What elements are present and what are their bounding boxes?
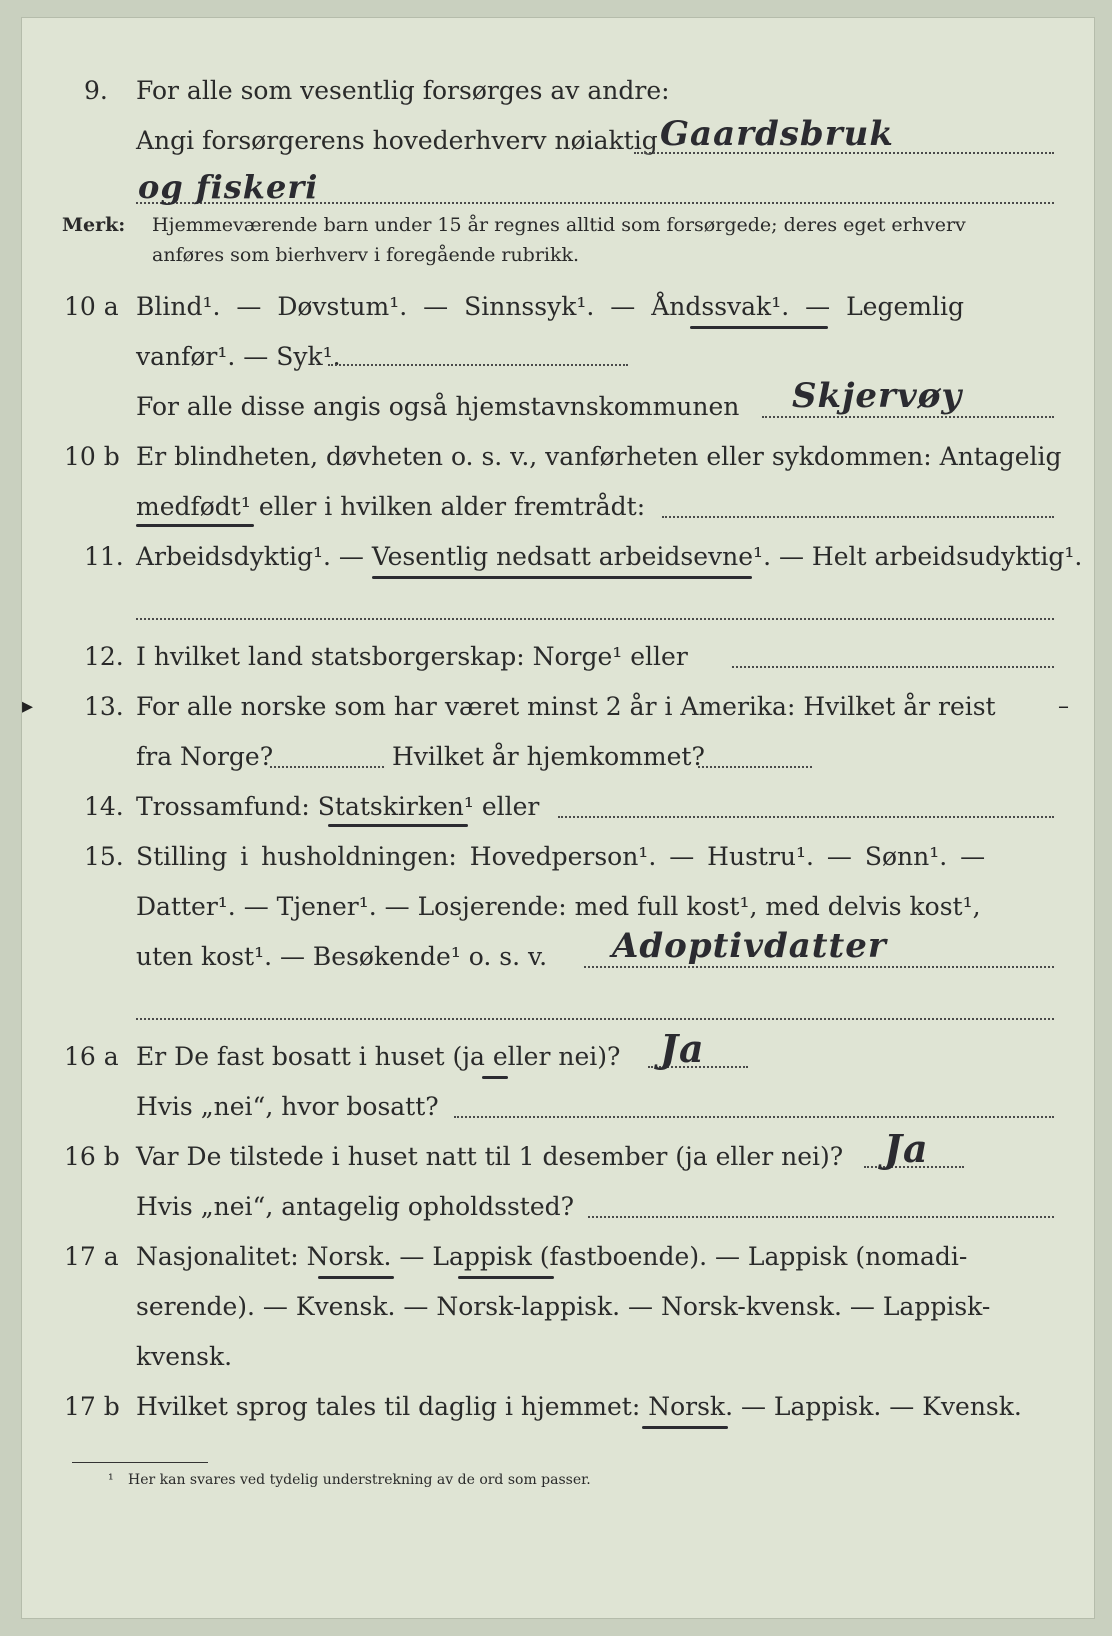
q16b-handwritten-answer: Ja	[884, 1126, 929, 1171]
q15-handwritten-answer: Adoptivdatter	[612, 926, 887, 966]
q10b-underline-medfodt	[136, 524, 254, 527]
q10a-handwritten-answer: Skjervøy	[792, 376, 963, 416]
q17b-underline-norsk	[642, 1426, 728, 1429]
q15-number: 15.	[84, 842, 124, 871]
q17a-text-3: kvensk.	[136, 1342, 233, 1371]
q16a-underline-ja	[482, 1076, 508, 1079]
q16b-text-1: Var De tilstede i huset natt til 1 desember (ja eller nei)?	[136, 1142, 844, 1171]
q9-handwritten-answer-2: og fiskeri	[138, 168, 319, 206]
q13-text-2b: Hvilket år hjemkommet?	[392, 742, 705, 771]
q16a-answer-line-2	[454, 1116, 1054, 1118]
q11-underline-nedsatt	[372, 576, 752, 579]
q10b-number: 10 b	[64, 442, 120, 471]
q15-text-1: Stilling i husholdningen: Hovedperson¹. — Hustru¹. — Sønn¹. —	[136, 842, 986, 871]
q16a-text-1: Er De fast bosatt i huset (ja eller nei)?	[136, 1042, 621, 1071]
q13-answer-line-2	[698, 766, 812, 768]
q10b-answer-line	[662, 516, 1054, 518]
q16a-text-2: Hvis „nei“, hvor bosatt?	[136, 1092, 439, 1121]
q11-number: 11.	[84, 542, 124, 571]
footnote-rule	[72, 1462, 208, 1463]
q17a-underline-norsk	[318, 1276, 394, 1279]
q13-number: 13.	[84, 692, 124, 721]
q9-handwritten-answer-1: Gaardsbruk	[660, 114, 894, 154]
q14-number: 14.	[84, 792, 124, 821]
q16b-text-2: Hvis „nei“, antagelig opholdssted?	[136, 1192, 575, 1221]
q15-answer-line-2	[136, 1018, 1054, 1020]
q17b-text-1: Hvilket sprog tales til daglig i hjemmet: Norsk. — Lappisk. — Kvensk.	[136, 1392, 1022, 1421]
q10b-text-1: Er blindheten, døvheten o. s. v., vanførheten eller sykdommen: Antagelig	[136, 442, 1062, 471]
q17a-text-2: serende). — Kvensk. — Norsk-lappisk. — Norsk-kvensk. — Lappisk-	[136, 1292, 991, 1321]
q17a-underline-lappisk	[458, 1276, 554, 1279]
q10a-answer-line-2	[762, 416, 1054, 418]
q17a-text-1: Nasjonalitet: Norsk. — Lappisk (fastboende). — Lappisk (nomadi-	[136, 1242, 968, 1271]
q15-text-3: uten kost¹. — Besøkende¹ o. s. v.	[136, 942, 548, 971]
q13-text-1: For alle norske som har været minst 2 år i Amerika: Hvilket år reist	[136, 692, 996, 721]
q10a-underline-andssvak	[690, 326, 828, 329]
q12-text-1: I hvilket land statsborgerskap: Norge¹ eller	[136, 642, 688, 671]
q13-answer-line-1	[270, 766, 384, 768]
q14-underline-statskirken	[328, 824, 468, 827]
margin-dash-icon: –	[1058, 694, 1069, 719]
q10b-text-2: medfødt¹ eller i hvilken alder fremtrådt:	[136, 492, 646, 521]
q16b-number: 16 b	[64, 1142, 120, 1171]
q16a-handwritten-answer: Ja	[660, 1026, 705, 1071]
margin-arrow-icon: ▸	[22, 694, 34, 719]
q13-text-2a: fra Norge?	[136, 742, 274, 771]
q11-answer-line	[136, 618, 1054, 620]
q17b-number: 17 b	[64, 1392, 120, 1421]
q9-text-1: For alle som vesentlig forsørges av andre:	[136, 76, 670, 105]
q14-text-1: Trossamfund: Statskirken¹ eller	[136, 792, 540, 821]
footnote-marker: ¹	[108, 1472, 114, 1488]
q10a-text-3: For alle disse angis også hjemstavnskommunen	[136, 392, 740, 421]
q15-text-2: Datter¹. — Tjener¹. — Losjerende: med full kost¹, med delvis kost¹,	[136, 892, 981, 921]
q17a-number: 17 a	[64, 1242, 119, 1271]
q16b-answer-line-2	[588, 1216, 1054, 1218]
q10a-number: 10 a	[64, 292, 119, 321]
footnote-text: Her kan svares ved tydelig understrekning av de ord som passer.	[128, 1472, 591, 1488]
merk-text-2: anføres som bierhverv i foregående rubrikk.	[152, 244, 580, 266]
q10a-text-2: vanfør¹. — Syk¹.	[136, 342, 341, 371]
q10a-answer-line-1	[328, 364, 628, 366]
q12-number: 12.	[84, 642, 124, 671]
q9-text-2: Angi forsørgerens hovederhverv nøiaktig	[136, 126, 658, 155]
q11-text-1: Arbeidsdyktig¹. — Vesentlig nedsatt arbeidsevne¹. — Helt arbeidsudyktig¹.	[136, 542, 1083, 571]
merk-label: Merk:	[62, 214, 126, 236]
q12-answer-line	[732, 666, 1054, 668]
q15-answer-line-1	[584, 966, 1054, 968]
q14-answer-line	[558, 816, 1054, 818]
q9-number: 9.	[84, 76, 108, 105]
census-form-page	[22, 18, 1094, 1618]
merk-text-1: Hjemmeværende barn under 15 år regnes alltid som forsørgede; deres eget erhverv	[152, 214, 966, 236]
q16a-number: 16 a	[64, 1042, 119, 1071]
q10a-text-1: Blind¹. — Døvstum¹. — Sinnssyk¹. — Åndssvak¹. — Legemlig	[136, 292, 964, 321]
